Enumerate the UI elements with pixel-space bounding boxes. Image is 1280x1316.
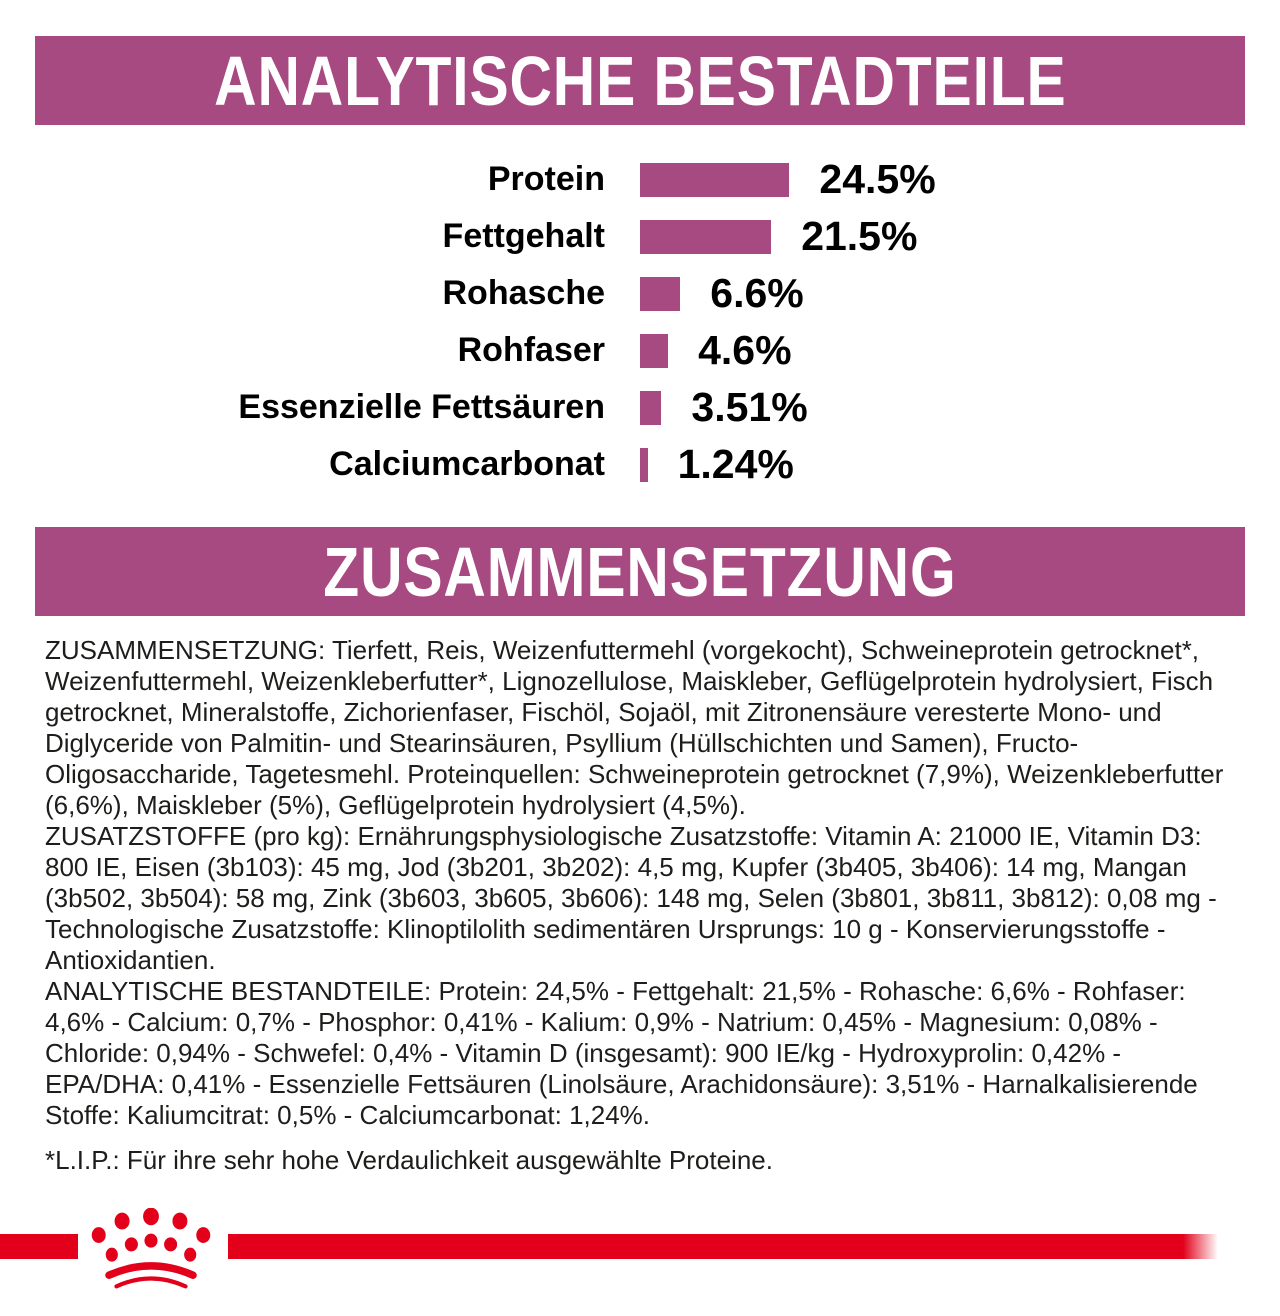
chart-row-bar (640, 163, 789, 197)
chart-row-value: 3.51% (691, 384, 808, 430)
chart-row (0, 322, 1280, 379)
chart-row-bar (640, 277, 680, 311)
chart-row (0, 436, 1280, 493)
additives-paragraph: ZUSATZSTOFFE (pro kg): Ernährungsphysiologische Zusatzstoffe: Vitamin A: 21000 IE, Vitamin D3: 800 IE, Eisen (3b103): 45 mg, Jod (3b201, 3b202): 4,5 mg, Kupfer (3b405, 3b406): 14 mg, Mangan (3b502, 3b504): 58 mg, Zink (3b603, 3b605, 3b606): 148 mg, Selen (3b801, 3b811, 3b812): 0,08 mg - Technologische Zusatzstoffe: Klinoptilolith sedimentären Ursprungs: 10 g - Konservierungsstoffe - Antioxidantien. (45, 821, 1217, 975)
analytical-bar-chart (0, 151, 1280, 493)
chart-row-value: 1.24% (677, 441, 794, 487)
chart-row-bar (640, 448, 648, 482)
chart-row-value: 6.6% (710, 270, 804, 316)
chart-row-value: 21.5% (801, 213, 918, 259)
chart-row (0, 265, 1280, 322)
chart-row (0, 151, 1280, 208)
chart-row-bar (640, 220, 771, 254)
chart-row-bar (640, 391, 661, 425)
analytical-banner (35, 36, 1245, 125)
composition-paragraph: ZUSAMMENSETZUNG: Tierfett, Reis, Weizenfuttermehl (vorgekocht), Schweineprotein getrocknet*, Weizenfuttermehl, Weizenkleberfutter*, Lignozellulose, Maiskleber, Geflügelprotein hydrolysiert, Fisch getrocknet, Mineralstoffe, Zichorienfaser, Fischöl, Sojaöl, mit Zitronensäure veresterte Mono- und Diglyceride von Palmitin- und Stearinsäuren, Psyllium (Hüllschichten und Samen), Fructo-Oligosaccharide, Tagetesmehl. Proteinquellen: Schweineprotein getrocknet (7,9%), Weizenkleberfutter (6,6%), Maiskleber (5%), Geflügelprotein hydrolysiert (4,5%). (45, 635, 1224, 820)
chart-row (0, 379, 1280, 436)
crown-arcs (109, 1266, 193, 1287)
composition-banner-title: ZUSAMMENSETZUNG (323, 532, 957, 611)
chart-row-value: 24.5% (819, 156, 936, 202)
chart-row-label: Rohfaser (457, 331, 605, 369)
analytical-constituents-paragraph: ANALYTISCHE BESTANDTEILE: Protein: 24,5% - Fettgehalt: 21,5% - Rohasche: 6,6% - Rohfaser: 4,6% - Calcium: 0,7% - Phosphor: 0,41% - Kalium: 0,9% - Natrium: 0,45% - Magnesium: 0,08% - Chloride: 0,94% - Schwefel: 0,4% - Vitamin D (insgesamt): 900 IE/kg - Hydroxyprolin: 0,42% - EPA/DHA: 0,41% - Essenzielle Fettsäuren (Linolsäure, Arachidonsäure): 3,51% - Harnalkalisierende Stoffe: Kaliumcitrat: 0,5% - Calciumcarbonat: 1,24%. (45, 976, 1198, 1130)
footer-red-line-right (228, 1234, 1218, 1259)
chart-row-bar (640, 334, 668, 368)
label-text-block (45, 635, 1235, 1131)
lip-footnote: *L.I.P.: Für ihre sehr hohe Verdaulichkeit ausgewählte Proteine. (45, 1145, 773, 1175)
royal-canin-crown-icon (84, 1208, 218, 1292)
chart-row-value: 4.6% (698, 327, 792, 373)
crown-dots (92, 1208, 211, 1262)
chart-row-label: Fettgehalt (442, 217, 605, 255)
chart-row (0, 208, 1280, 265)
chart-row-label: Calciumcarbonat (329, 445, 605, 483)
footer-red-line-left (0, 1234, 78, 1259)
chart-row-label: Rohasche (442, 274, 605, 312)
chart-row-label: Protein (487, 160, 605, 198)
composition-banner (35, 527, 1245, 616)
analytical-banner-title: ANALYTISCHE BESTADTEILE (213, 41, 1067, 120)
chart-row-label: Essenzielle Fettsäuren (238, 388, 605, 426)
